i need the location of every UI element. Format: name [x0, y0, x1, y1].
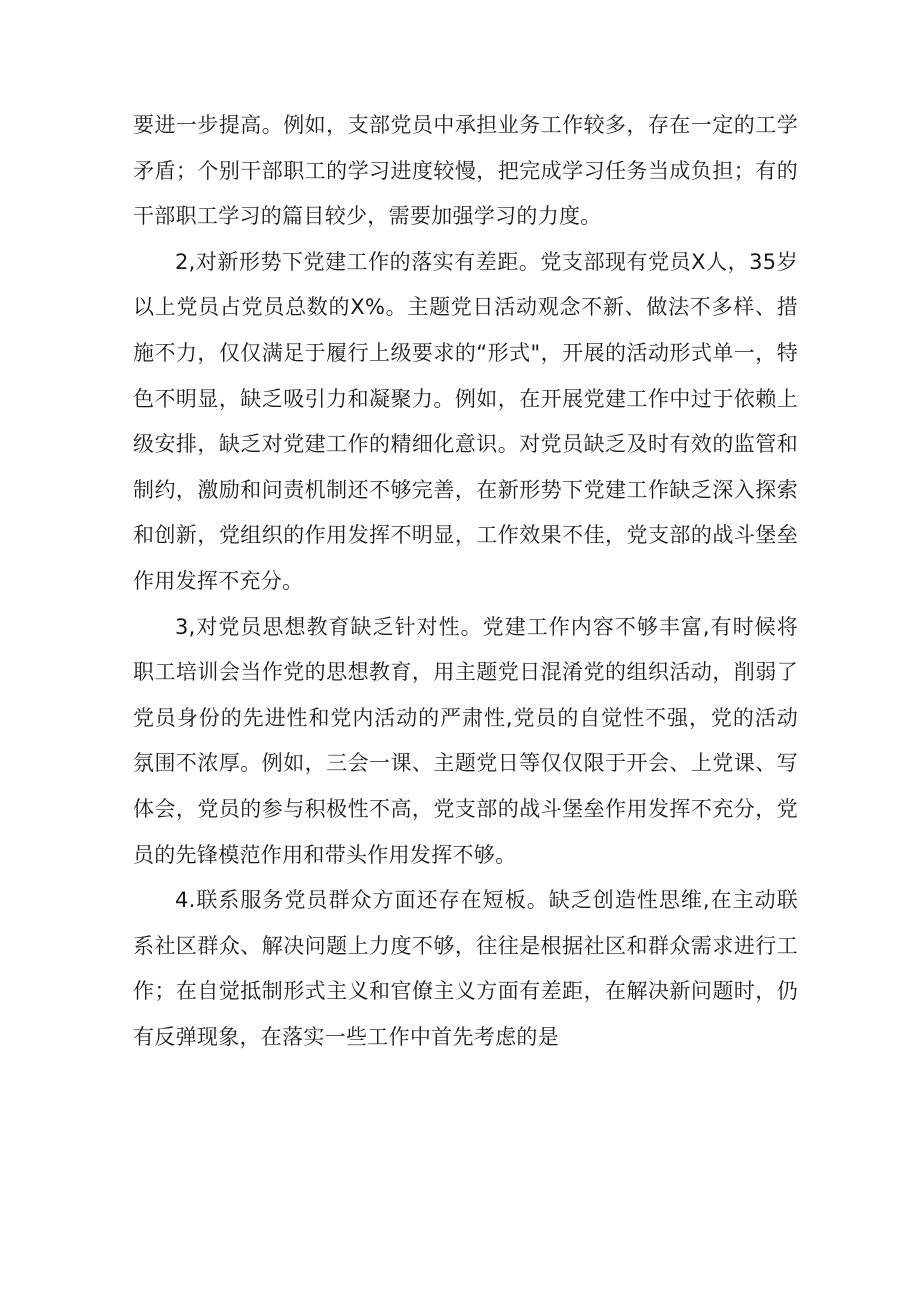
document-body [133, 103, 798, 1060]
paragraph-continuation: 要进一步提高。例如，支部党员中承担业务工作较多，存在一定的工学矛盾；个别干部职工的学习进度较慢，把完成学习任务当成负担；有的干部职工学习的篇目较少，需要加强学习的力度。 [133, 113, 798, 229]
paragraph-item-4: 4.联系服务党员群众方面还存在短板。缺乏创造性思维,在主动联系社区群众、解决问题上力度不够，往往是根据社区和群众需求进行工作；在自觉抵制形式主义和官僚主义方面有差距，在解决新问题时，仍有反弹现象，在落实一些工作中首先考虑的是 [133, 888, 798, 1049]
paragraph-item-2: 2,对新形势下党建工作的落实有差距。党支部现有党员X人，35岁以上党员占党员总数的X%。主题党日活动观念不新、做法不多样、措施不力，仅仅满足于履行上级要求的“形式"，开展的活动形式单一，特色不明显，缺乏吸引力和凝聚力。例如，在开展党建工作中过于依赖上级安排，缺乏对党建工作的精细化意识。对党员缺乏及时有效的监管和制约，激励和问责机制还不够完善，在新形势下党建工作缺乏深入探索和创新，党组织的作用发挥不明显，工作效果不佳，党支部的战斗堡垒作用发挥不充分。 [133, 249, 798, 593]
paragraph-item-3: 3,对党员思想教育缺乏针对性。党建工作内容不够丰富,有时候将职工培训会当作党的思想教育，用主题党日混淆党的组织活动，削弱了党员身份的先进性和党内活动的严肃性,党员的自觉性不强，党的活动氛围不浓厚。例如，三会一课、主题党日等仅仅限于开会、上党课、写体会，党员的参与积极性不高，党支部的战斗堡垒作用发挥不充分，党员的先锋模范作用和带头作用发挥不够。 [133, 614, 798, 867]
